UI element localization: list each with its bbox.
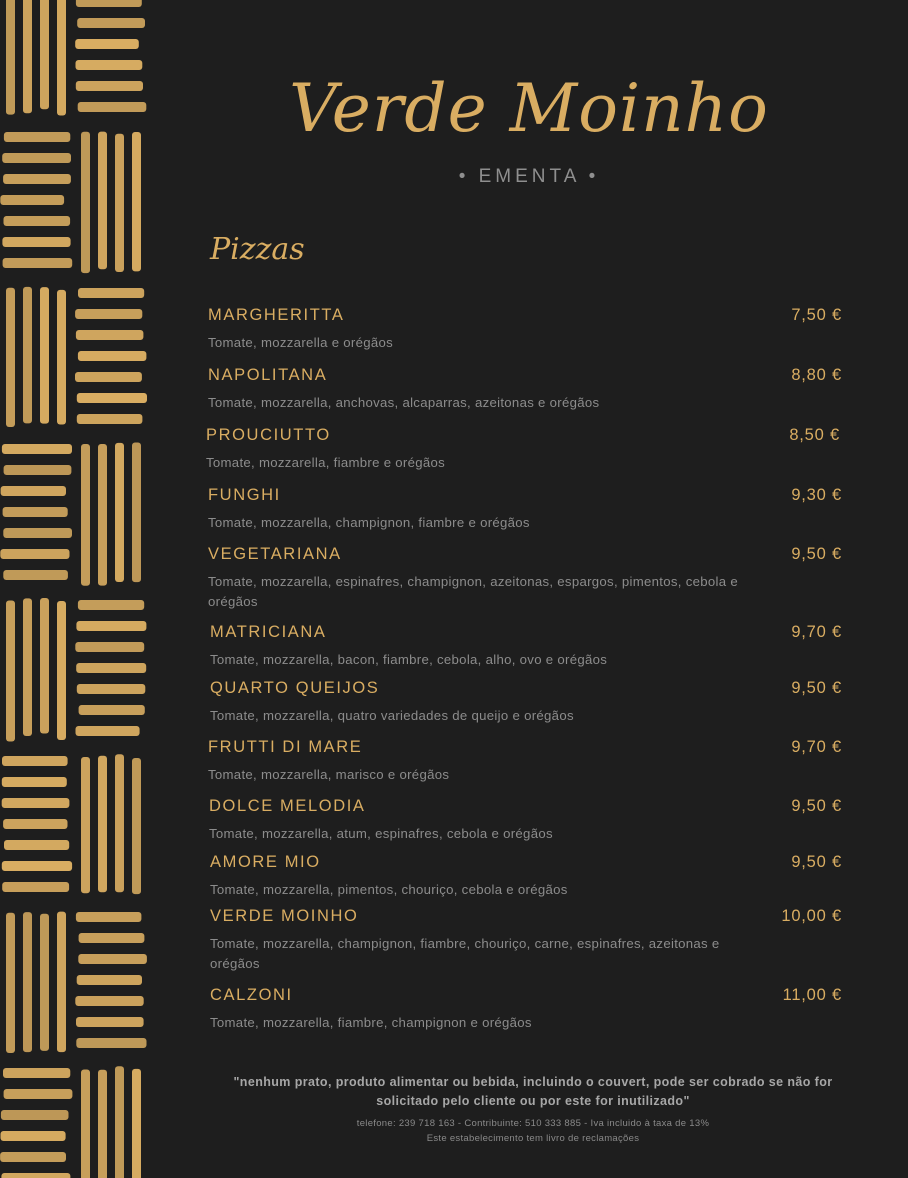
brushstroke xyxy=(3,258,73,268)
brushstroke xyxy=(3,570,68,580)
brushstroke xyxy=(23,912,32,1052)
brushstroke xyxy=(81,444,90,586)
item-description: Tomate, mozzarella, quatro variedades de queijo e orégãos xyxy=(210,708,574,723)
item-name: NAPOLITANA xyxy=(208,366,328,384)
brushstroke xyxy=(0,1152,66,1162)
brushstroke xyxy=(76,1017,144,1027)
footer-complaints: Este estabelecimento tem livro de reclamações xyxy=(426,1133,640,1144)
brushstroke xyxy=(76,1038,146,1048)
brushstroke-pattern xyxy=(0,0,150,1178)
item-description: Tomate, mozzarella, pimentos, chouriço, cebola e orégãos xyxy=(210,882,568,897)
brushstroke xyxy=(132,758,141,894)
brushstroke xyxy=(40,0,49,109)
brushstroke xyxy=(2,756,68,766)
section-title: Pizzas xyxy=(210,232,305,267)
item-price: 11,00 € xyxy=(782,986,842,1004)
brushstroke xyxy=(40,914,49,1051)
brushstroke xyxy=(23,287,32,424)
brushstroke xyxy=(0,195,64,205)
brushstroke xyxy=(23,0,32,113)
brushstroke xyxy=(6,288,15,427)
brushstroke xyxy=(2,444,72,454)
brushstroke xyxy=(2,777,67,787)
item-description: Tomate, mozzarella, bacon, fiambre, cebola, alho, ovo e orégãos xyxy=(210,652,608,667)
brushstroke xyxy=(77,414,143,424)
restaurant-title: Verde Moinho xyxy=(289,70,769,147)
brushstroke xyxy=(78,600,144,610)
brushstroke xyxy=(75,39,139,49)
brushstroke xyxy=(115,443,124,582)
brushstroke xyxy=(40,287,49,424)
brushstroke xyxy=(1,486,66,496)
brushstroke xyxy=(3,819,67,829)
brushstroke xyxy=(77,393,147,403)
brushstroke xyxy=(132,443,141,583)
item-name: VERDE MOINHO xyxy=(210,907,359,925)
brushstroke xyxy=(98,756,107,893)
item-price: 8,80 € xyxy=(791,366,842,384)
brushstroke xyxy=(6,601,15,742)
brushstroke xyxy=(4,840,69,850)
menu-subtitle: • EMENTA • xyxy=(458,166,600,187)
brushstroke xyxy=(6,0,15,115)
brushstroke xyxy=(57,290,66,425)
brushstroke xyxy=(98,1070,107,1178)
item-price: 8,50 € xyxy=(789,426,840,444)
item-name: MATRICIANA xyxy=(210,623,327,641)
brushstroke xyxy=(0,549,69,559)
brushstroke xyxy=(4,465,72,475)
item-description: Tomate, mozzarella, champignon, fiambre e orégãos xyxy=(208,515,530,530)
item-price: 10,00 € xyxy=(781,907,842,925)
item-price: 9,70 € xyxy=(791,738,842,756)
brushstroke xyxy=(132,1069,141,1178)
item-price: 9,50 € xyxy=(791,679,842,697)
brushstroke xyxy=(78,351,146,361)
brushstroke xyxy=(81,1070,90,1178)
brushstroke xyxy=(115,754,124,892)
brushstroke xyxy=(1,1110,69,1120)
brushstroke xyxy=(79,933,145,943)
brushstroke xyxy=(2,798,70,808)
brushstroke xyxy=(57,912,66,1053)
brushstroke xyxy=(76,81,143,91)
brushstroke xyxy=(2,237,70,247)
brushstroke xyxy=(76,726,140,736)
item-description: Tomate, mozzarella e orégãos xyxy=(208,335,394,350)
brushstroke xyxy=(76,0,142,7)
item-name: QUARTO QUEIJOS xyxy=(210,679,380,697)
item-description: Tomate, mozzarella, marisco e orégãos xyxy=(208,767,450,782)
brushstroke xyxy=(115,134,124,272)
item-description: Tomate, mozzarella, fiambre e orégãos xyxy=(206,455,446,470)
item-description: Tomate, mozzarella, anchovas, alcaparras, azeitonas e orégãos xyxy=(208,395,600,410)
footer-disclaimer: "nenhum prato, produto alimentar ou bebida, incluindo o couvert, pode ser cobrado se não for solicitado pelo cliente ou por este for inutilizado" xyxy=(233,1075,833,1108)
brushstroke xyxy=(23,598,32,736)
item-price: 9,50 € xyxy=(791,797,842,815)
brushstroke xyxy=(4,1089,73,1099)
brushstroke xyxy=(76,621,146,631)
brushstroke xyxy=(115,1066,124,1178)
item-name: PROUCIUTTO xyxy=(206,426,331,444)
brushstroke xyxy=(77,684,146,694)
brushstroke xyxy=(1,1131,66,1141)
brushstroke xyxy=(3,1068,70,1078)
item-price: 9,30 € xyxy=(791,486,842,504)
brushstroke xyxy=(2,861,72,871)
item-description: Tomate, mozzarella, fiambre, champignon e orégãos xyxy=(210,1015,532,1030)
brushstroke xyxy=(76,330,143,340)
item-name: FUNGHI xyxy=(208,486,281,504)
item-price: 7,50 € xyxy=(791,306,842,324)
brushstroke xyxy=(81,757,90,893)
brushstroke xyxy=(3,528,72,538)
item-name: AMORE MIO xyxy=(210,853,321,871)
brushstroke xyxy=(57,601,66,740)
brushstroke xyxy=(78,954,147,964)
brushstroke xyxy=(77,18,145,28)
item-description: Tomate, mozzarella, champignon, fiambre, chouriço, carne, espinafres, azeitonas e orégãos xyxy=(210,936,720,971)
item-price: 9,50 € xyxy=(791,545,842,563)
brushstroke xyxy=(76,912,141,922)
brushstroke xyxy=(57,0,66,115)
brushstroke xyxy=(2,882,69,892)
item-name: FRUTTI DI MARE xyxy=(208,738,363,756)
brushstroke xyxy=(4,132,70,142)
brushstroke xyxy=(75,996,143,1006)
brushstroke xyxy=(1,1173,70,1178)
item-name: VEGETARIANA xyxy=(208,545,342,563)
brushstroke xyxy=(76,60,143,70)
item-name: CALZONI xyxy=(210,986,293,1004)
menu-content xyxy=(150,0,908,1178)
brushstroke xyxy=(6,913,15,1053)
brushstroke xyxy=(98,132,107,270)
footer-contacts: telefone: 239 718 163 - Contribuinte: 510 333 885 - Iva incluido à taxa de 13% xyxy=(356,1118,710,1129)
item-name: DOLCE MELODIA xyxy=(209,797,366,815)
brushstroke xyxy=(78,102,147,112)
item-price: 9,70 € xyxy=(791,623,842,641)
brushstroke xyxy=(98,444,107,586)
item-name: MARGHERITTA xyxy=(208,306,345,324)
brushstroke xyxy=(76,663,146,673)
brushstroke xyxy=(75,372,142,382)
brushstroke xyxy=(78,288,144,298)
brushstroke xyxy=(132,132,141,271)
brushstroke xyxy=(3,507,68,517)
brushstroke xyxy=(79,705,145,715)
brushstroke xyxy=(4,216,71,226)
brushstroke xyxy=(75,309,142,319)
item-description: Tomate, mozzarella, atum, espinafres, cebola e orégãos xyxy=(209,826,553,841)
item-description: Tomate, mozzarella, espinafres, champignon, azeitonas, espargos, pimentos, cebola e orégãos xyxy=(208,574,738,609)
brushstroke xyxy=(81,132,90,273)
brushstroke xyxy=(75,642,144,652)
brushstroke xyxy=(40,598,49,734)
brushstroke xyxy=(3,174,71,184)
brushstroke xyxy=(77,975,142,985)
item-price: 9,50 € xyxy=(791,853,842,871)
brushstroke xyxy=(2,153,71,163)
